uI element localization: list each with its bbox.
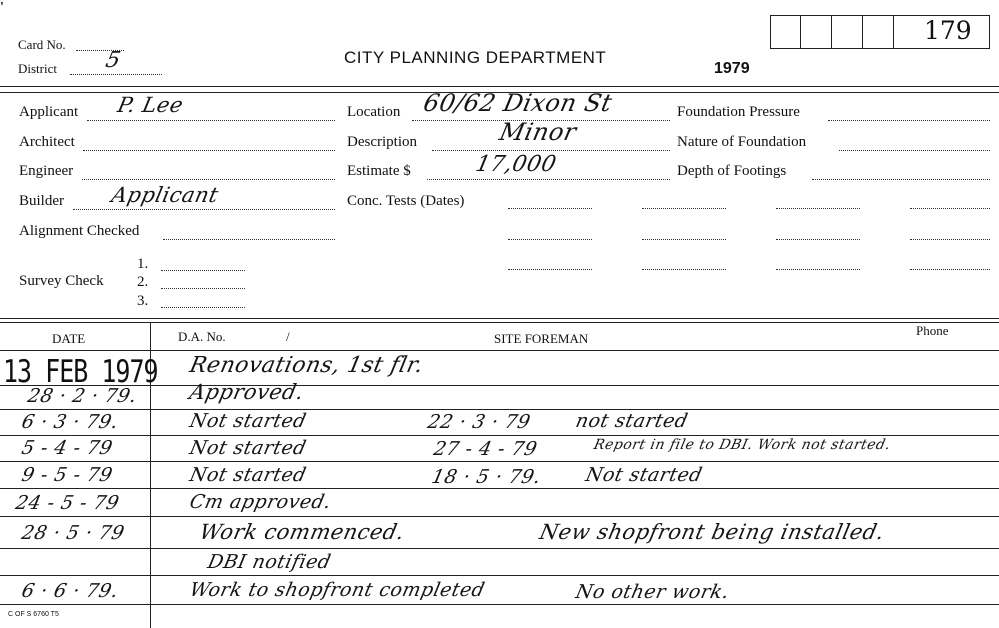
log-entry-text-2: not started — [573, 410, 691, 432]
log-entry-text: Not started — [187, 410, 309, 432]
estimate-value: 17,000 — [473, 152, 559, 177]
nature-foundation-label: Nature of Foundation — [677, 134, 807, 150]
applicant-label: Applicant — [19, 104, 79, 120]
divider — [0, 86, 999, 87]
conc-dots — [642, 239, 726, 240]
box-divider — [800, 15, 801, 49]
district-dots — [70, 74, 162, 75]
box-divider — [862, 15, 863, 49]
year-label: 1979 — [714, 60, 750, 77]
builder-value: Applicant — [109, 183, 221, 207]
conc-dots — [508, 269, 592, 270]
conc-dots — [642, 269, 726, 270]
log-entry-text: DBI notified — [205, 551, 333, 573]
log-rule — [0, 548, 999, 549]
box-divider — [831, 15, 832, 49]
alignment-dots — [163, 239, 335, 240]
log-entry-date-2: 22 · 3 · 79 — [425, 411, 533, 433]
engineer-dots — [82, 179, 335, 180]
col-da-separator: / — [286, 329, 290, 344]
depth-footings-dots — [812, 179, 990, 180]
applicant-dots — [87, 120, 335, 121]
date-stamp: 13 FEB 1979 — [3, 353, 158, 390]
log-entry-text-2: No other work. — [573, 581, 732, 603]
conc-dots — [776, 208, 860, 209]
nature-foundation-dots — [839, 150, 990, 151]
log-entry-date: 24 - 5 - 79 — [13, 492, 122, 514]
conc-dots — [910, 208, 990, 209]
box-divider — [893, 15, 894, 49]
col-site-foreman-header: SITE FOREMAN — [494, 331, 589, 346]
description-value: Minor — [497, 118, 580, 146]
log-rule — [0, 409, 999, 410]
col-date-header: DATE — [52, 331, 86, 346]
location-value: 60/62 Dixon St — [421, 89, 615, 117]
card-number: 179 — [924, 16, 972, 45]
log-entry-date-2: 27 - 4 - 79 — [431, 438, 540, 460]
description-label: Description — [347, 134, 417, 150]
survey-dots — [161, 288, 245, 289]
estimate-dots — [427, 179, 670, 180]
log-entry-text: Not started — [187, 437, 309, 459]
col-phone-header: Phone — [916, 323, 949, 338]
survey-dots — [161, 270, 245, 271]
district-label: District — [18, 61, 57, 76]
log-rule — [0, 575, 999, 576]
survey-dots — [161, 307, 245, 308]
log-entry-text: Cm approved. — [187, 491, 334, 513]
survey-item-1: 1. — [137, 256, 149, 272]
page-title: CITY PLANNING DEPARTMENT — [344, 48, 607, 67]
conc-dots — [910, 239, 990, 240]
district-value: 5 — [103, 48, 124, 73]
log-rule — [0, 488, 999, 489]
conc-dots — [776, 269, 860, 270]
survey-label: Survey Check — [19, 273, 104, 289]
description-dots — [432, 150, 670, 151]
log-entry-text: Work to shopfront completed — [187, 579, 487, 601]
log-entry-text: Approved. — [187, 380, 307, 404]
architect-label: Architect — [19, 134, 75, 150]
conc-dots — [776, 239, 860, 240]
builder-label: Builder — [19, 193, 64, 209]
log-rule — [0, 461, 999, 462]
location-label: Location — [347, 104, 401, 120]
survey-item-3: 3. — [137, 293, 149, 309]
card-no-label: Card No. — [18, 37, 66, 52]
form-code: C OF S 6760 T5 — [8, 611, 59, 618]
foundation-pressure-dots — [828, 120, 990, 121]
log-entry-date-2: 18 · 5 · 79. — [429, 466, 544, 488]
divider — [0, 318, 999, 319]
log-entry-text-2: Report in file to DBI. Work not started. — [592, 437, 893, 453]
log-entry-date: 9 - 5 - 79 — [19, 464, 115, 486]
log-entry-text: Renovations, 1st flr. — [187, 353, 426, 378]
log-entry-text: Work commenced. — [197, 520, 407, 544]
log-entry-date: 28 · 5 · 79 — [19, 522, 127, 544]
foundation-pressure-label: Foundation Pressure — [677, 104, 800, 120]
applicant-value: P. Lee — [115, 93, 186, 117]
conc-tests-label: Conc. Tests (Dates) — [347, 193, 465, 209]
builder-dots — [73, 209, 335, 210]
log-entry-date: 28 · 2 · 79. — [25, 385, 140, 407]
engineer-label: Engineer — [19, 163, 74, 179]
conc-dots — [508, 239, 592, 240]
log-entry-date: 6 · 6 · 79. — [19, 580, 121, 602]
log-entry-date: 5 - 4 - 79 — [19, 437, 115, 459]
conc-dots — [642, 208, 726, 209]
log-rule — [0, 516, 999, 517]
estimate-label: Estimate $ — [347, 163, 411, 179]
survey-item-2: 2. — [137, 274, 149, 290]
col-da-header: D.A. No. — [178, 329, 226, 344]
depth-footings-label: Depth of Footings — [677, 163, 787, 179]
log-entry-text-2: New shopfront being installed. — [537, 520, 887, 544]
log-rule — [0, 435, 999, 436]
log-entry-date: 6 · 3 · 79. — [19, 411, 121, 433]
log-rule — [0, 604, 999, 605]
alignment-label: Alignment Checked — [19, 223, 140, 239]
architect-dots — [83, 150, 335, 151]
corner-mark: ' — [0, 0, 4, 15]
conc-dots — [910, 269, 990, 270]
conc-dots — [508, 208, 592, 209]
log-entry-text: Not started — [187, 464, 309, 486]
log-entry-text-2: Not started — [583, 464, 705, 486]
